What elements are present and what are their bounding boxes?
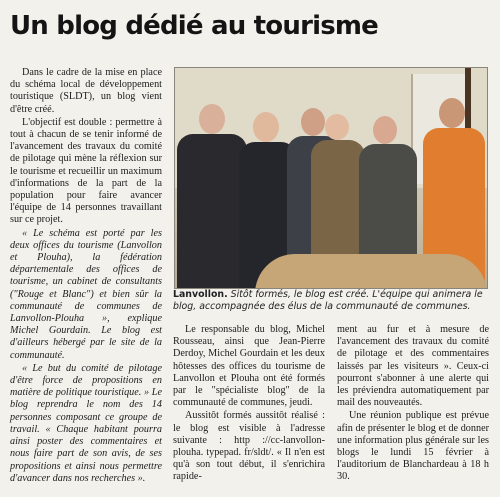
paragraph: ment au fur et à mesure de l'avancement des travaux du comité de pilotage et des commentaires laissés par les visiteurs ». Ceux-ci pourront s'abonner à une alerte qui les préviendra automatiquement par mail des nouveautés. <box>337 324 489 409</box>
article-column-2 <box>173 324 325 485</box>
paragraph: Le responsable du blog, Michel Rousseau, ainsi que Jean-Pierre Derdoy, Michel Gourdain et les deux hôtesses des offices du tourisme de Lanvollon et Plouha ont été formés par le "spécialiste blog" de la communauté de communes, jeudi. <box>173 324 325 409</box>
paragraph: Une réunion publique est prévue afin de présenter le blog et de donner une information plus générale sur les blogs le lundi 15 février à l'auditorium de Blanchardeau à 18 h 30. <box>337 410 489 483</box>
caption-text: Sitôt formés, le blog est créé. L'équipe qui animera le blog, accompagnée des élus de la communauté de communes. <box>173 289 483 312</box>
article-headline: Un blog dédié au tourisme <box>10 11 379 41</box>
quote-paragraph: « Le schéma est porté par les deux offices du tourisme (Lanvollon et Plouha), la fédération départementale des offices de tourisme, un cabinet de consultants ("Rouge et Blanc") et bien sûr la communauté de communes de Lanvollon-Plouha », explique Michel Gourdain. Le blog est d'ailleurs hébergé par le site de la communauté. <box>10 227 162 361</box>
paragraph: Aussitôt formés aussitôt réalisé : le blog est visible à l'adresse suivante : http ://cc-lanvollon-plouha. typepad. fr/sldt/. « Il n'en est qu'à son tout début, il s'enrichira rapide- <box>173 410 325 483</box>
paragraph: Dans le cadre de la mise en place du schéma local de développement touristique (SLDT), un blog vient d'être créé. <box>10 67 162 115</box>
caption-place: Lanvollon. <box>173 289 228 300</box>
article-column-1 <box>10 67 162 486</box>
quote-paragraph: « Le but du comité de pilotage d'être force de propositions en matière de politique touristique. » Le blog reprendra le nom des 14 personnes composant ce groupe de travail. « Chaque habitant pourra ainsi poster des commentaires et nous faire part de son avis, de ses propositions et ainsi nous permettre d'avancer dans nos recherches ». <box>10 362 162 484</box>
group-photo <box>174 67 488 289</box>
paragraph: L'objectif est double : permettre à tout à chacun de se tenir informé de l'avancement des travaux du comité de pilotage qui mène la réflexion sur le tourisme et recueillir un maximum d'informations de la part de la population pour faire avancer l'équipe de 14 personnes travaillant sur ce projet. <box>10 116 162 226</box>
conference-table <box>255 254 487 289</box>
photo-caption <box>173 289 489 313</box>
article-column-3 <box>337 324 489 485</box>
